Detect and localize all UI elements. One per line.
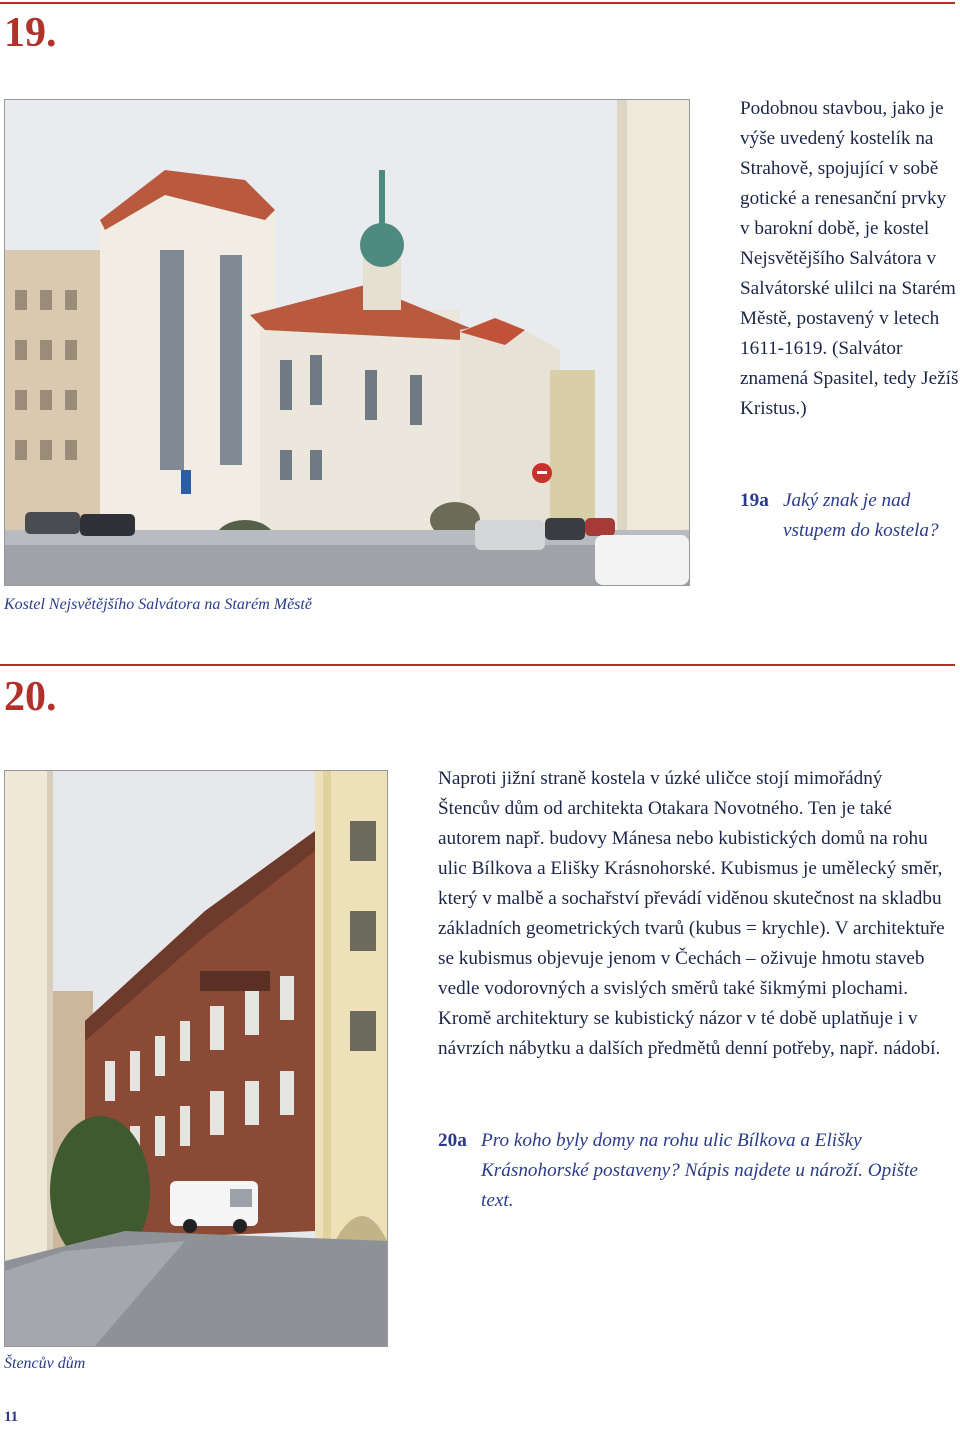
section-19-rule <box>0 2 955 4</box>
question-19a-number: 19a <box>740 490 769 511</box>
page-number: 11 <box>4 1409 19 1425</box>
question-20a-number: 20a <box>438 1130 467 1151</box>
church-photo <box>4 99 690 586</box>
section-19-text: Podobnou stavbou, jako je výše uvedený kostelík na Strahově, spojující v sobě gotické a renesanční prvky v barokní době, je kostel Nejsvětějšího Salvátora v Salvátorské ulilci na Starém Městě, postavený v letech 1611-1619. (Salvátor znamená Spasitel, tedy Ježíš Kristus.) <box>740 98 959 419</box>
question-19a-text: Jaký znak je nad vstupem do kostela? <box>783 490 939 541</box>
stenc-house-photo-caption: Štencův dům <box>4 1355 86 1372</box>
question-20a-text: Pro koho byly domy na rohu ulic Bílkova a Elišky Krásnohorské postaveny? Nápis najdete u nároží. Opište text. <box>481 1130 918 1211</box>
question-20a <box>438 1126 918 1216</box>
section-20-rule <box>0 664 955 666</box>
church-photo-caption: Kostel Nejsvětějšího Salvátora na Starém Městě <box>4 596 312 613</box>
section-20-text: Naproti jižní straně kostela v úzké uličce stojí mimořádný Štencův dům od architekta Otakara Novotného. Ten je také autorem např. budovy Mánesa nebo kubistických domů na rohu ulic Bílkova a Elišky Krásnohorské. Kubismus je umělecký směr, který v malbě a sochařství převádí viděnou skutečnost na skladbu základních geometrických tvarů (kubus = krychle). V architektuře se kubismus objevuje jenom v Čechách – oživuje hmotu staveb vedle vodorovných a svislých směrů také šikmými plochami. Kromě architektury se kubistický názor v té době uplatňuje i v návrzích nábytku a dalších předmětů denní potřeby, např. nádobí. <box>438 768 945 1059</box>
section-19-number: 19. <box>4 10 57 56</box>
section-20-number: 20. <box>4 674 57 720</box>
stenc-house-photo <box>4 770 388 1347</box>
question-19a <box>740 486 955 546</box>
